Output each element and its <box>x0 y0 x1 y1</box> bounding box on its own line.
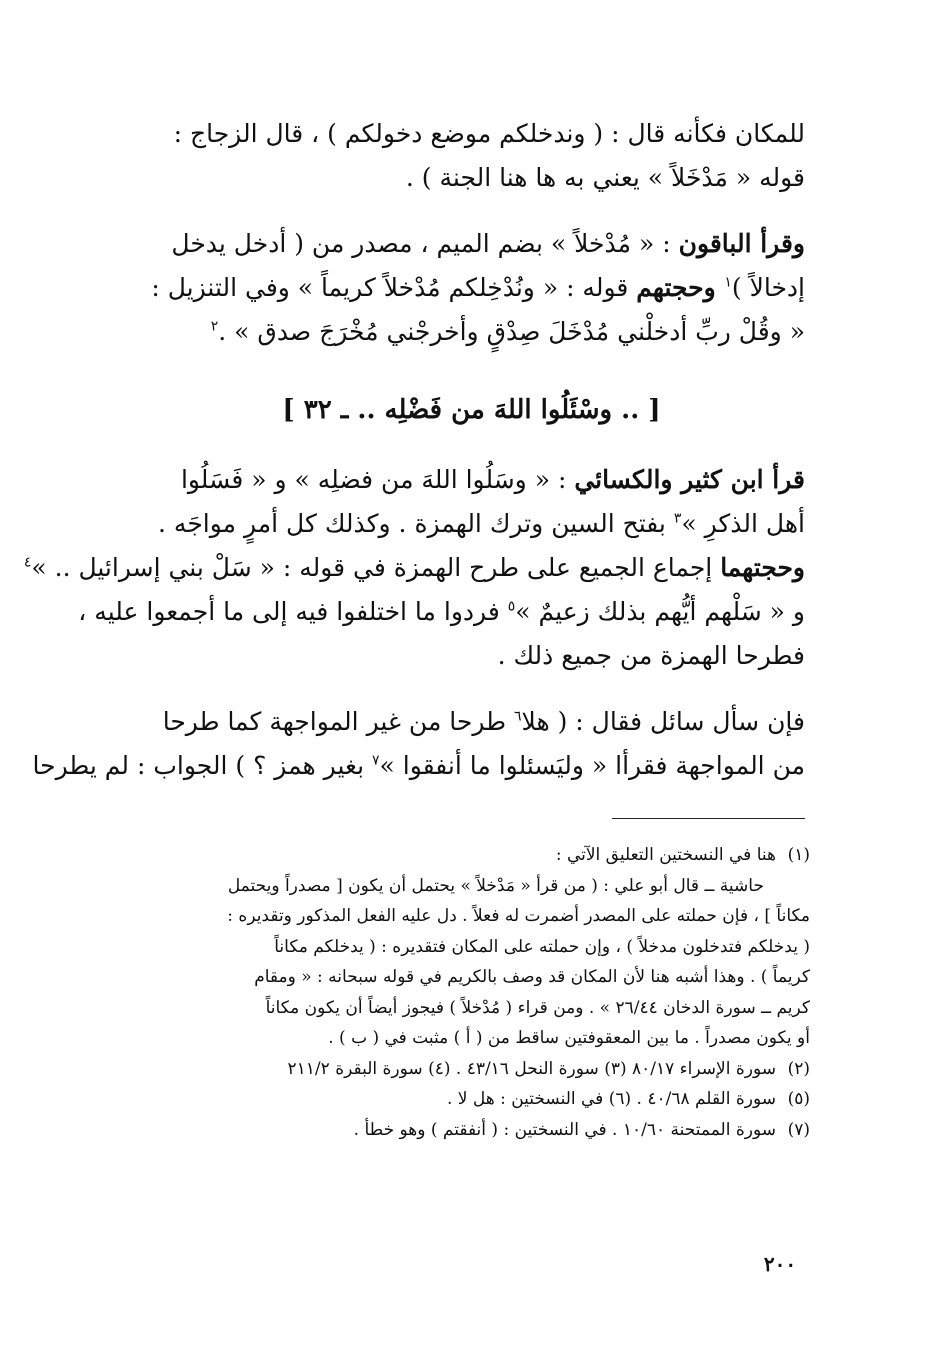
footnotes <box>138 840 810 1145</box>
paragraph-3-line-2-text: بفتح السين وترك الهمزة . وكذلك كل أمرٍ مواجَه . <box>158 509 674 538</box>
paragraph-3 <box>23 458 805 678</box>
paragraph-2-line-3-text: « وقُلْ ربِّ أدخلْني مُدْخَلَ صِدْقٍ وأخرجْني مُخْرَجَ صدق » . <box>218 317 805 346</box>
footnote-2-4 <box>138 1054 810 1085</box>
footnote-5-6-text: سورة القلم ٤٠/٦٨ . (٦) في النسختين : هل لا . <box>446 1089 776 1109</box>
footnote-5-6 <box>138 1084 810 1115</box>
paragraph-2-line-1 <box>138 222 805 266</box>
footnote-1-line-4: ( يدخلكم فتدخلون مدخلاً ) ، وإن حملته على المكان فتقديره : ( يدخلكم مكاناً <box>274 936 810 957</box>
argument-label-dual: وحجتهما <box>720 553 805 582</box>
reader-names: قرأ ابن كثير والكسائي <box>574 465 805 494</box>
paragraph-4-line-2 <box>32 744 805 788</box>
footnote-ref-7[interactable]: ٧ <box>372 752 380 769</box>
footnote-7-number: (٧) <box>787 1119 810 1140</box>
footnote-7 <box>138 1115 810 1146</box>
footnote-separator <box>612 818 805 819</box>
paragraph-2-line-1-text: : « مُدْخلاً » بضم الميم ، مصدر من ( أدخل يدخل <box>171 229 679 258</box>
paragraph-3-line-4 <box>78 590 805 634</box>
footnote-ref-2[interactable]: ٢ <box>210 318 219 335</box>
paragraph-3-line-5: فطرحا الهمزة من جميع ذلك . <box>497 641 805 670</box>
paragraph-4-line-1-text: طرحا من غير المواجهة كما طرحا <box>162 707 515 736</box>
argument-label: وحجتهم <box>636 273 725 302</box>
footnote-1-line-3: مكاناً ] ، فإن حملته على المصدر أضمرت له فعلاً . دل عليه الفعل المذكور وتقديره : <box>227 906 810 926</box>
paragraph-2-line-2-text: قوله : « ونُدْخِلكم مُدْخلاً كريماً » وفي التنزيل : <box>151 273 637 302</box>
paragraph-1-line-2: قوله « مَدْخَلاً » يعني به ها هنا الجنة ) . <box>405 163 805 192</box>
paragraph-3-line-1-text: : « وسَلُوا اللهَ من فضلِه » و « فَسَلُوا <box>180 465 575 494</box>
page-number: ٢٠٠ <box>763 1252 797 1276</box>
paragraph-4-line-1 <box>138 700 805 744</box>
paragraph-3-line-3 <box>23 546 805 590</box>
paragraph-4-line-2-pre: من المواجهة فقرأا « وليَسئلوا ما أنفقوا » <box>379 751 805 780</box>
paragraph-3-line-1 <box>138 458 805 502</box>
reader-name-baqun: وقرأ الباقون <box>678 229 805 258</box>
verse-heading: [ .. وسْئَلُوا اللهَ من فَضْلِه .. ـ ٣٢ ] <box>282 395 661 425</box>
footnote-ref-6[interactable]: ٦ <box>514 708 522 725</box>
paragraph-2-line-2 <box>138 266 805 310</box>
footnote-1-line-6: كريم ــ سورة الدخان ٢٦/٤٤ » . ومن قراء ( مُدْخلاً ) فيجوز أيضاً أن يكون مكاناً <box>265 997 810 1018</box>
footnote-1-line-7: أو يكون مصدراً . ما بين المعقوفتين ساقط من ( أ ) مثبت في ( ب ) . <box>328 1028 810 1048</box>
footnote-7-text: سورة الممتحنة ١٠/٦٠ . في النسختين : ( أنفقتم ) وهو خطأ . <box>353 1119 776 1140</box>
paragraph-1 <box>138 112 805 200</box>
footnote-ref-5[interactable]: ٥ <box>507 598 516 615</box>
footnote-1-line-2: حاشية ــ قال أبو علي : ( من قرأ « مَدْخلاً » يحتمل أن يكون [ مصدراً ويحتمل <box>227 875 764 896</box>
paragraph-3-line-2-pre: أهل الذكرِ » <box>681 509 805 538</box>
paragraph-2-line-3 <box>138 310 805 354</box>
footnote-2-4-text: سورة الإسراء ٨٠/١٧ (٣) سورة النحل ٤٣/١٦ . (٤) سورة البقرة ٢١١/٢ <box>287 1058 776 1079</box>
paragraph-2 <box>138 222 805 354</box>
paragraph-3-line-4-text: فردوا ما اختلفوا فيه إلى ما أجمعوا عليه ، <box>78 597 508 626</box>
paragraph-3-line-3-text: إجماع الجميع على طرح الهمزة في قوله : « سَلْ بني إسرائيل .. » <box>31 553 721 582</box>
footnote-2-number: (٢) <box>787 1058 810 1079</box>
paragraph-4-line-1-pre: فإن سأل سائل فقال : ( هلا <box>521 707 805 736</box>
paragraph-2-line-2-pre: إدخالاً ) <box>731 273 805 302</box>
paragraph-4-line-2-text: بغير همز ؟ ) الجواب : لم يطرحا <box>32 751 372 780</box>
footnote-1-number: (١) <box>787 845 810 865</box>
footnote-ref-1[interactable]: ١ <box>724 274 732 291</box>
footnote-1-text: هنا في النسختين التعليق الآتي : <box>555 845 776 865</box>
footnote-1 <box>138 840 810 871</box>
footnote-1-line-5: كريماً ) . وهذا أشبه هنا لأن المكان قد وصف بالكريم في قوله سبحانه : « ومقام <box>254 967 810 987</box>
footnote-ref-3[interactable]: ٣ <box>673 510 682 527</box>
paragraph-4 <box>32 700 805 788</box>
footnote-5-number: (٥) <box>787 1089 810 1109</box>
paragraph-1-line-1: للمكان فكأنه قال : ( وندخلكم موضع دخولكم ) ، قال الزجاج : <box>173 119 805 148</box>
paragraph-3-line-4-pre: و « سَلْهم أيُّهم بذلك زعيمٌ » <box>515 597 805 626</box>
paragraph-3-line-2 <box>138 502 805 546</box>
footnote-ref-4[interactable]: ٤ <box>23 554 32 571</box>
